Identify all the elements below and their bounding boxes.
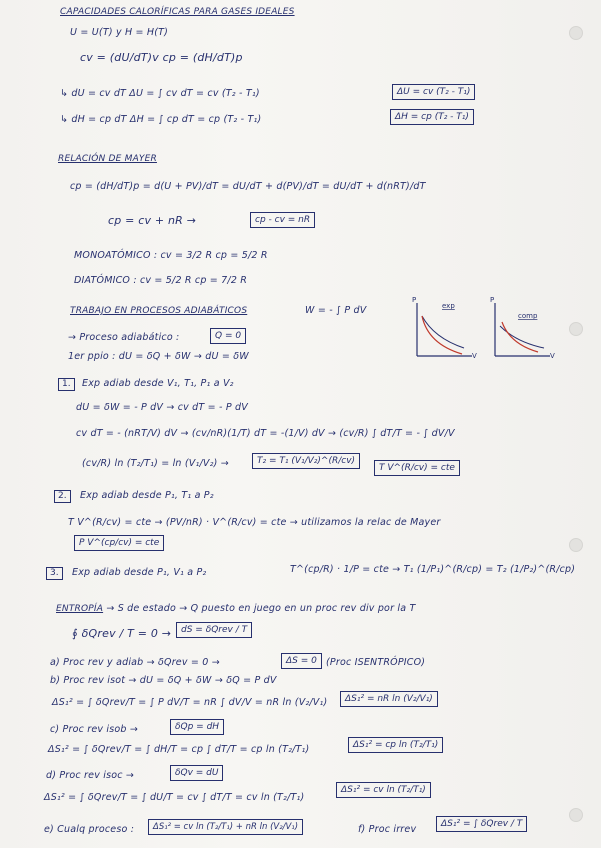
case-b-line2: ΔS₁² = ∫ δQrev/T = ∫ P dV/T = nR ∫ dV/V = nR ln (V₂/V₁) — [52, 697, 328, 708]
compression-pv-graph — [490, 298, 560, 368]
du-result-box: ΔU = cv (T₂ - T₁) — [392, 84, 475, 100]
case-1-step2: cv dT = - (nRT/V) dV → (cv/nR)(1/T) dT = -(1/V) dV → (cv/R) ∫ dT/T = - ∫ dV/V — [76, 428, 455, 439]
mayer-step: cp = cv + nR → — [108, 214, 197, 227]
diatomic-values: DIATÓMICO : cv = 5/2 R cp = 7/2 R — [74, 275, 248, 286]
case-c-box-a: δQp = dH — [170, 719, 224, 735]
entropy-intro: → S de estado → Q puesto en juego en un proc rev div por la T — [106, 603, 416, 614]
monoatomic-values: MONOATÓMICO : cv = 3/2 R cp = 5/2 R — [74, 250, 268, 261]
binder-hole — [569, 538, 583, 552]
heading-mayer: RELACIÓN DE MAYER — [58, 154, 157, 164]
case-3-relation: T^(cp/R) · 1/P = cte → T₁ (1/P₁)^(R/cp) = T₂ (1/P₂)^(R/cp) — [290, 564, 576, 575]
p-axis-label: P — [412, 296, 417, 304]
case-b-line1: b) Proc rev isot → dU = δQ + δW → δQ = P dV — [50, 675, 277, 686]
mayer-derivation: cp = (dH/dT)p = d(U + PV)/dT = dU/dT + d(PV)/dT = dU/dT + d(nRT)/dT — [70, 181, 426, 192]
expansion-pv-graph — [412, 298, 482, 368]
adiabatic-process: → Proceso adiabático : — [68, 332, 180, 343]
binder-hole — [569, 808, 583, 822]
case-2-number: 2. — [54, 490, 71, 503]
case-a-box: ΔS = 0 — [281, 653, 322, 669]
case-b-box: ΔS₁² = nR ln (V₂/V₁) — [340, 691, 438, 707]
case-1-title: Exp adiab desde V₁, T₁, P₁ a V₂ — [82, 378, 234, 389]
v-axis-label: V — [472, 352, 477, 360]
case-c-box: ΔS₁² = cp ln (T₂/T₁) — [348, 737, 443, 753]
mayer-result-box: cp - cv = nR — [250, 212, 315, 228]
case-3-number: 3. — [46, 567, 63, 580]
case-d-box-a: δQv = dU — [170, 765, 223, 781]
work-integral: W = - ∫ P dV — [305, 305, 367, 316]
case-2-title: Exp adiab desde P₁, T₁ a P₂ — [80, 490, 214, 501]
v-axis-label: V — [550, 352, 555, 360]
graph-exp-label: exp — [442, 302, 455, 310]
case-d-line1: d) Proc rev isoc → — [46, 770, 135, 781]
case-c-line1: c) Proc rev isob → — [50, 724, 139, 735]
case-1-step3: (cv/R) ln (T₂/T₁) = ln (V₁/V₂) → — [82, 458, 229, 469]
case-1-invariant-box: T V^(R/cv) = cte — [374, 460, 460, 476]
case-f-box: ΔS₁² = ∫ δQrev / T — [436, 816, 527, 832]
case-1-result-box: T₂ = T₁ (V₁/V₂)^(R/cv) — [252, 453, 360, 469]
case-2-result-box: P V^(cp/cv) = cte — [74, 535, 164, 551]
heading-adiabatic-work: TRABAJO EN PROCESOS ADIABÁTICOS — [70, 306, 248, 316]
entropy-title: ENTROPÍA — [56, 604, 104, 614]
case-e-box: ΔS₁² = cv ln (T₂/T₁) + nR ln (V₂/V₁) — [148, 819, 303, 835]
clausius-integral: ∮ δQrev / T = 0 → — [72, 627, 172, 640]
case-1-step1: dU = δW = - P dV → cv dT = - P dV — [76, 402, 248, 413]
du-equation: ↳ dU = cv dT ΔU = ∫ cv dT = cv (T₂ - T₁) — [60, 88, 260, 99]
q-zero-box: Q = 0 — [210, 328, 246, 344]
dh-result-box: ΔH = cp (T₂ - T₁) — [390, 109, 474, 125]
case-3-title: Exp adiab desde P₁, V₁ a P₂ — [72, 567, 207, 578]
cv-cp-definitions: cv = (dU/dT)v cp = (dH/dT)p — [80, 51, 243, 64]
case-f-line: f) Proc irrev — [358, 824, 417, 835]
case-c-line2: ΔS₁² = ∫ δQrev/T = ∫ dH/T = cp ∫ dT/T = cp ln (T₂/T₁) — [48, 744, 310, 755]
case-a-line: a) Proc rev y adiab → δQrev = 0 → — [50, 657, 220, 668]
case-e-line: e) Cualq proceso : — [44, 824, 135, 835]
heading-entropy — [56, 603, 415, 615]
state-functions: U = U(T) y H = H(T) — [70, 27, 169, 38]
binder-hole — [569, 26, 583, 40]
heading-heat-capacities: CAPACIDADES CALORÍFICAS PARA GASES IDEALES — [60, 7, 295, 17]
binder-hole — [569, 322, 583, 336]
case-1-number: 1. — [58, 378, 75, 391]
p-axis-label: P — [490, 296, 495, 304]
case-2-step: T V^(R/cv) = cte → (PV/nR) · V^(R/cv) = cte → utilizamos la relac de Mayer — [68, 517, 441, 528]
graph-comp-label: comp — [518, 312, 538, 320]
case-a-note: (Proc ISENTRÓPICO) — [326, 657, 426, 668]
first-law: 1er ppio : dU = δQ + δW → dU = δW — [68, 351, 249, 362]
entropy-definition-box: dS = δQrev / T — [176, 622, 252, 638]
case-d-line2: ΔS₁² = ∫ δQrev/T = ∫ dU/T = cv ∫ dT/T = cv ln (T₂/T₁) — [44, 792, 305, 803]
dh-equation: ↳ dH = cp dT ΔH = ∫ cp dT = cp (T₂ - T₁) — [60, 114, 262, 125]
case-d-box: ΔS₁² = cv ln (T₂/T₁) — [336, 782, 431, 798]
